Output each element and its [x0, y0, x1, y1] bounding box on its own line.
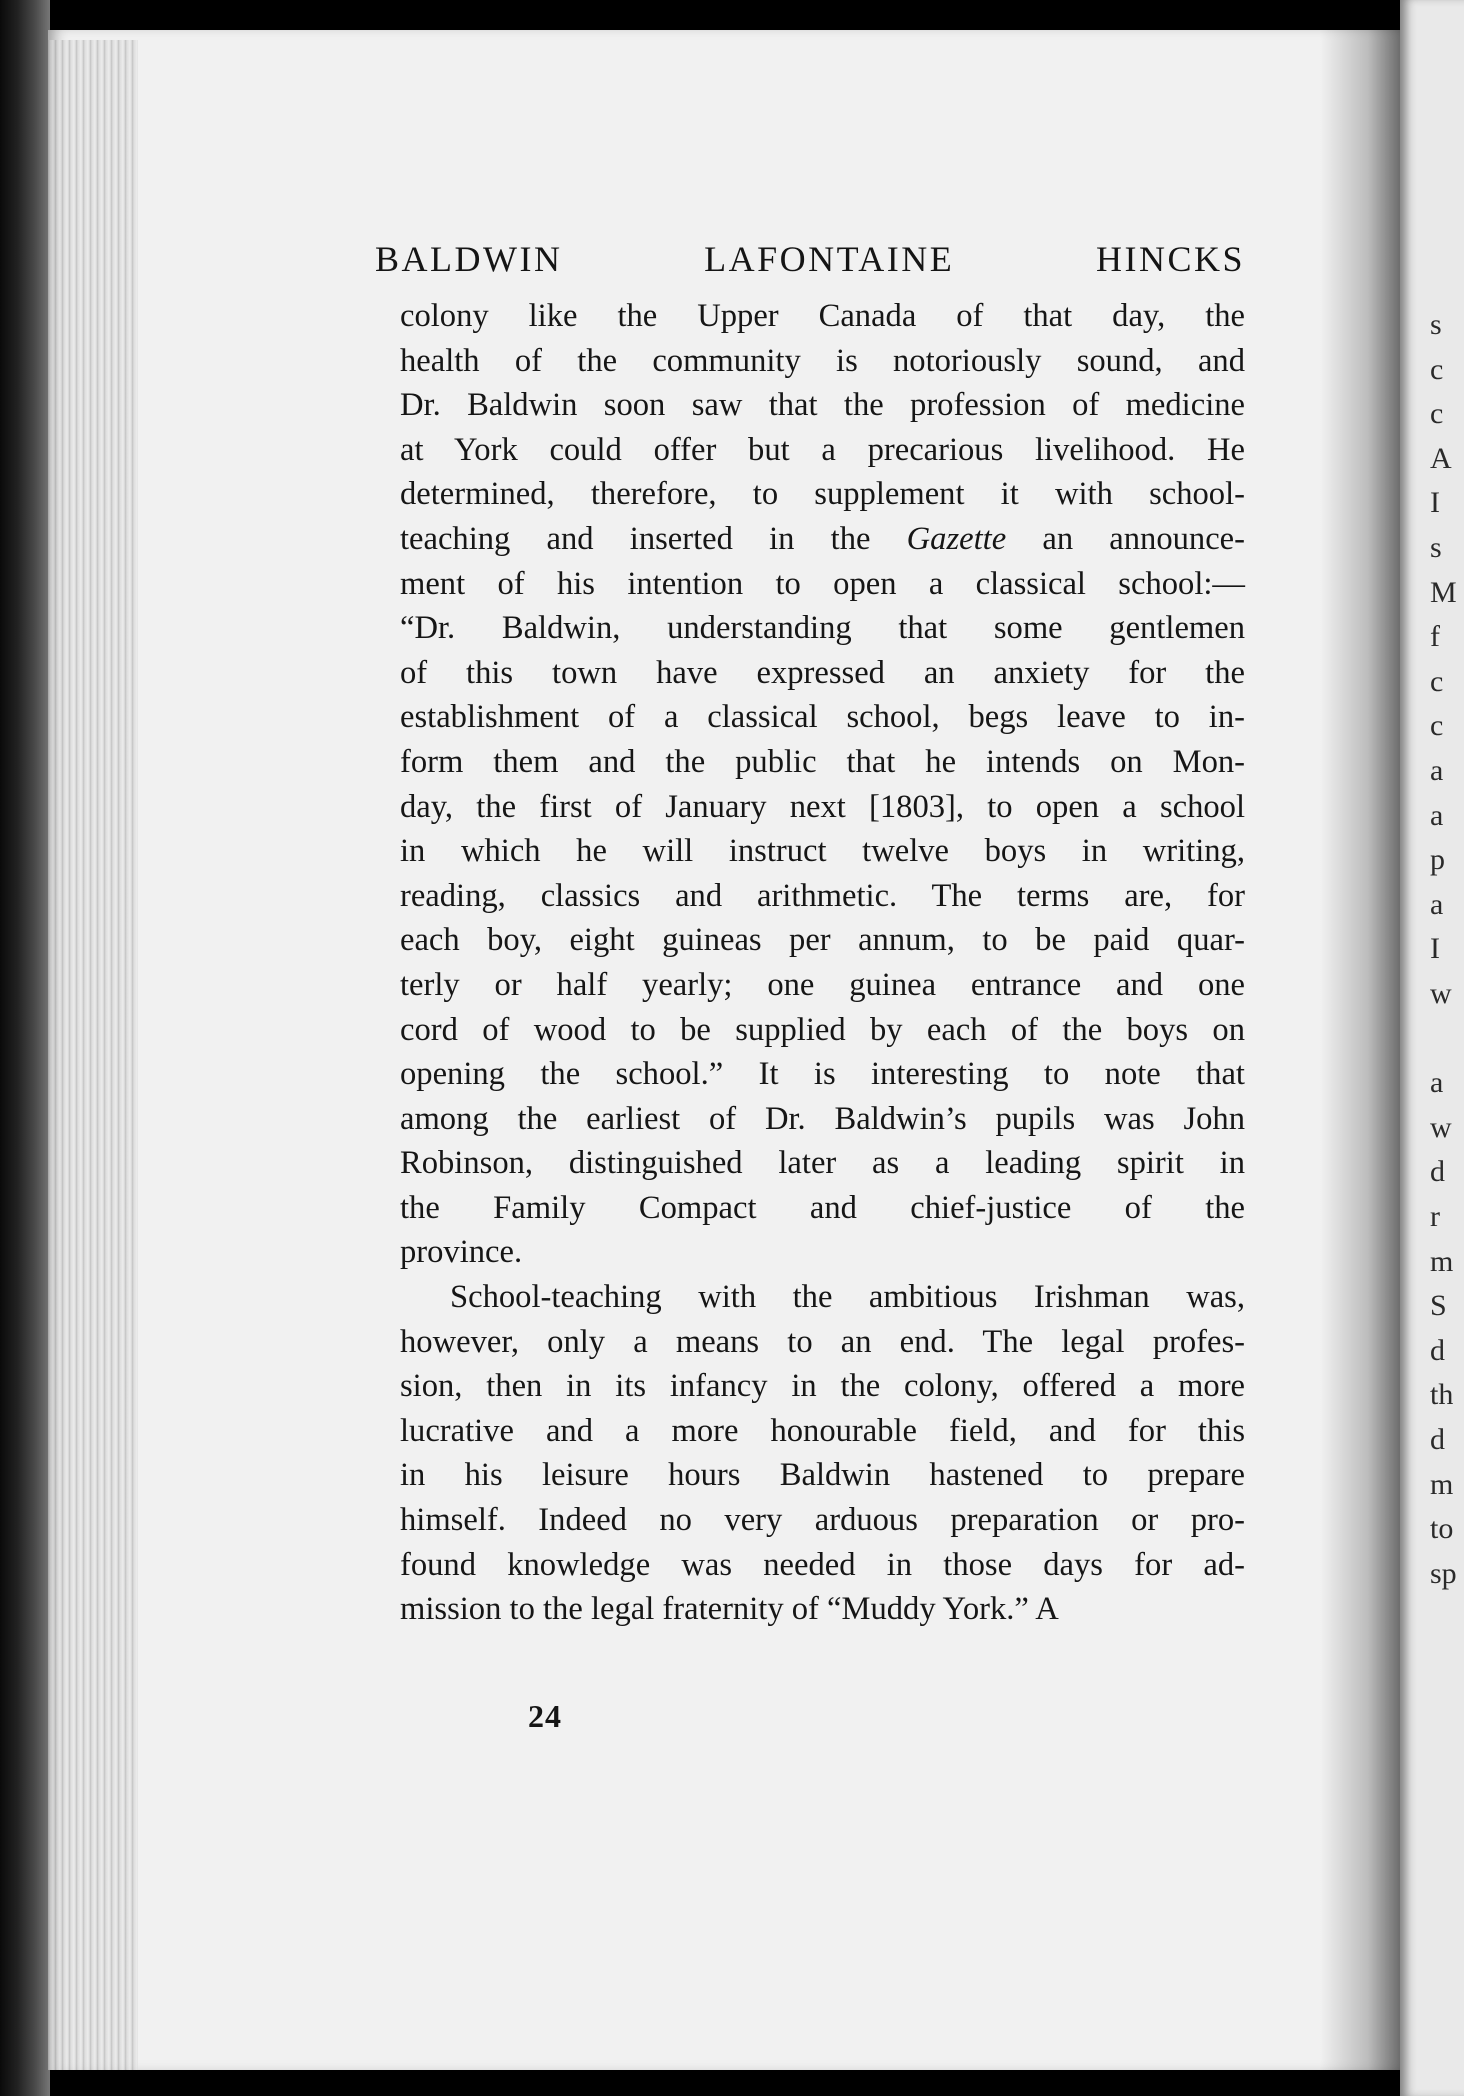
facing-page-fragment: S — [1430, 1289, 1447, 1323]
facing-page-fragment: c — [1430, 664, 1444, 698]
text-line: province. — [400, 1234, 523, 1271]
body-text — [400, 294, 1245, 1632]
text-line: terly or half yearly; one guinea entrance and one — [400, 966, 1245, 1003]
text-line: the Family Compact and chief-justice of the — [400, 1189, 1245, 1226]
facing-page-fragment: d — [1430, 1423, 1445, 1456]
facing-page-fragment: a — [1430, 1066, 1444, 1100]
text-line: reading, classics and arithmetic. The terms are, for — [400, 877, 1245, 914]
facing-page-fragment: m — [1430, 1244, 1454, 1278]
facing-page-fragment: w — [1430, 977, 1452, 1010]
facing-page-fragment: a — [1430, 754, 1444, 787]
text-line: however, only a means to an end. The legal profes- — [400, 1323, 1245, 1360]
facing-page-fragment: m — [1430, 1467, 1454, 1501]
facing-page-fragment: d — [1430, 1155, 1445, 1189]
text-line: in his leisure hours Baldwin hastened to prepare — [400, 1457, 1245, 1494]
facing-page-fragment: a — [1430, 887, 1444, 921]
text-line: form them and the public that he intends on Mon- — [400, 743, 1245, 780]
text-line: sion, then in its infancy in the colony, offered a more — [400, 1368, 1245, 1405]
facing-page-fragment: r — [1430, 1200, 1440, 1233]
text-line: of this town have expressed an anxiety for the — [400, 654, 1245, 691]
text-line: in which he will instruct twelve boys in writing, — [400, 833, 1245, 870]
facing-page-fragment: p — [1430, 843, 1445, 877]
text-line: establishment of a classical school, begs leave to in- — [400, 699, 1245, 736]
facing-page-fragment: I — [1430, 932, 1440, 966]
facing-page-fragment: sp — [1430, 1556, 1457, 1590]
facing-page-fragment: to — [1430, 1512, 1454, 1546]
page-stack-edges — [48, 40, 138, 2070]
text-line: mission to the legal fraternity of “Muddy York.” A — [400, 1591, 1059, 1628]
facing-page-fragment: w — [1430, 1110, 1452, 1144]
text-line: colony like the Upper Canada of that day, the — [400, 298, 1245, 334]
facing-page-fragment: a — [1430, 798, 1444, 832]
running-head: BALDWIN LAFONTAINE HINCKS — [375, 239, 1245, 279]
facing-page-fragment: th — [1430, 1378, 1454, 1412]
text-line: among the earliest of Dr. Baldwin’s pupils was John — [400, 1100, 1245, 1137]
text-line: each boy, eight guineas per annum, to be paid quar- — [400, 922, 1245, 959]
text-line: Dr. Baldwin soon saw that the profession of medicine — [400, 387, 1245, 424]
facing-page-edge — [1400, 0, 1464, 2096]
text-line: cord of wood to be supplied by each of the boys on — [400, 1011, 1245, 1048]
facing-page-fragment: c — [1430, 709, 1444, 743]
text-line: found knowledge was needed in those days for ad- — [400, 1546, 1245, 1583]
text-line: health of the community is notoriously sound, and — [400, 342, 1245, 379]
facing-page-fragment: d — [1430, 1333, 1445, 1367]
text-line: determined, therefore, to supplement it with school- — [400, 476, 1245, 513]
facing-page-fragment: c — [1430, 352, 1444, 386]
text-line: himself. Indeed no very arduous preparation or pro- — [400, 1502, 1245, 1539]
text-line: day, the first of January next [1803], to open a school — [400, 788, 1245, 825]
text-line: Robinson, distinguished later as a leading spirit in — [400, 1145, 1245, 1182]
facing-page-fragment: c — [1430, 397, 1444, 431]
text-line: ment of his intention to open a classical school:— — [400, 565, 1245, 602]
text-line: opening the school.” It is interesting to note that — [400, 1056, 1245, 1093]
text-line: “Dr. Baldwin, understanding that some gentlemen — [400, 610, 1245, 647]
facing-page-fragment: s — [1430, 531, 1442, 564]
text-line: School-teaching with the ambitious Irishman was, — [450, 1279, 1245, 1316]
text-line: teaching and inserted in the Gazette an announce- — [400, 520, 1245, 557]
text-line: at York could offer but a precarious livelihood. He — [400, 431, 1245, 468]
facing-page-fragment: M — [1430, 575, 1457, 609]
facing-page-fragment: f — [1430, 620, 1440, 654]
book-left-edge — [0, 0, 50, 2096]
facing-page-fragment: I — [1430, 486, 1440, 520]
text-line: lucrative and a more honourable field, and for this — [400, 1412, 1245, 1449]
facing-page-fragment: A — [1430, 441, 1452, 475]
facing-page-fragment: s — [1430, 308, 1442, 341]
page-number: 24 — [528, 1698, 562, 1734]
page-gutter-shadow — [1320, 30, 1400, 2070]
